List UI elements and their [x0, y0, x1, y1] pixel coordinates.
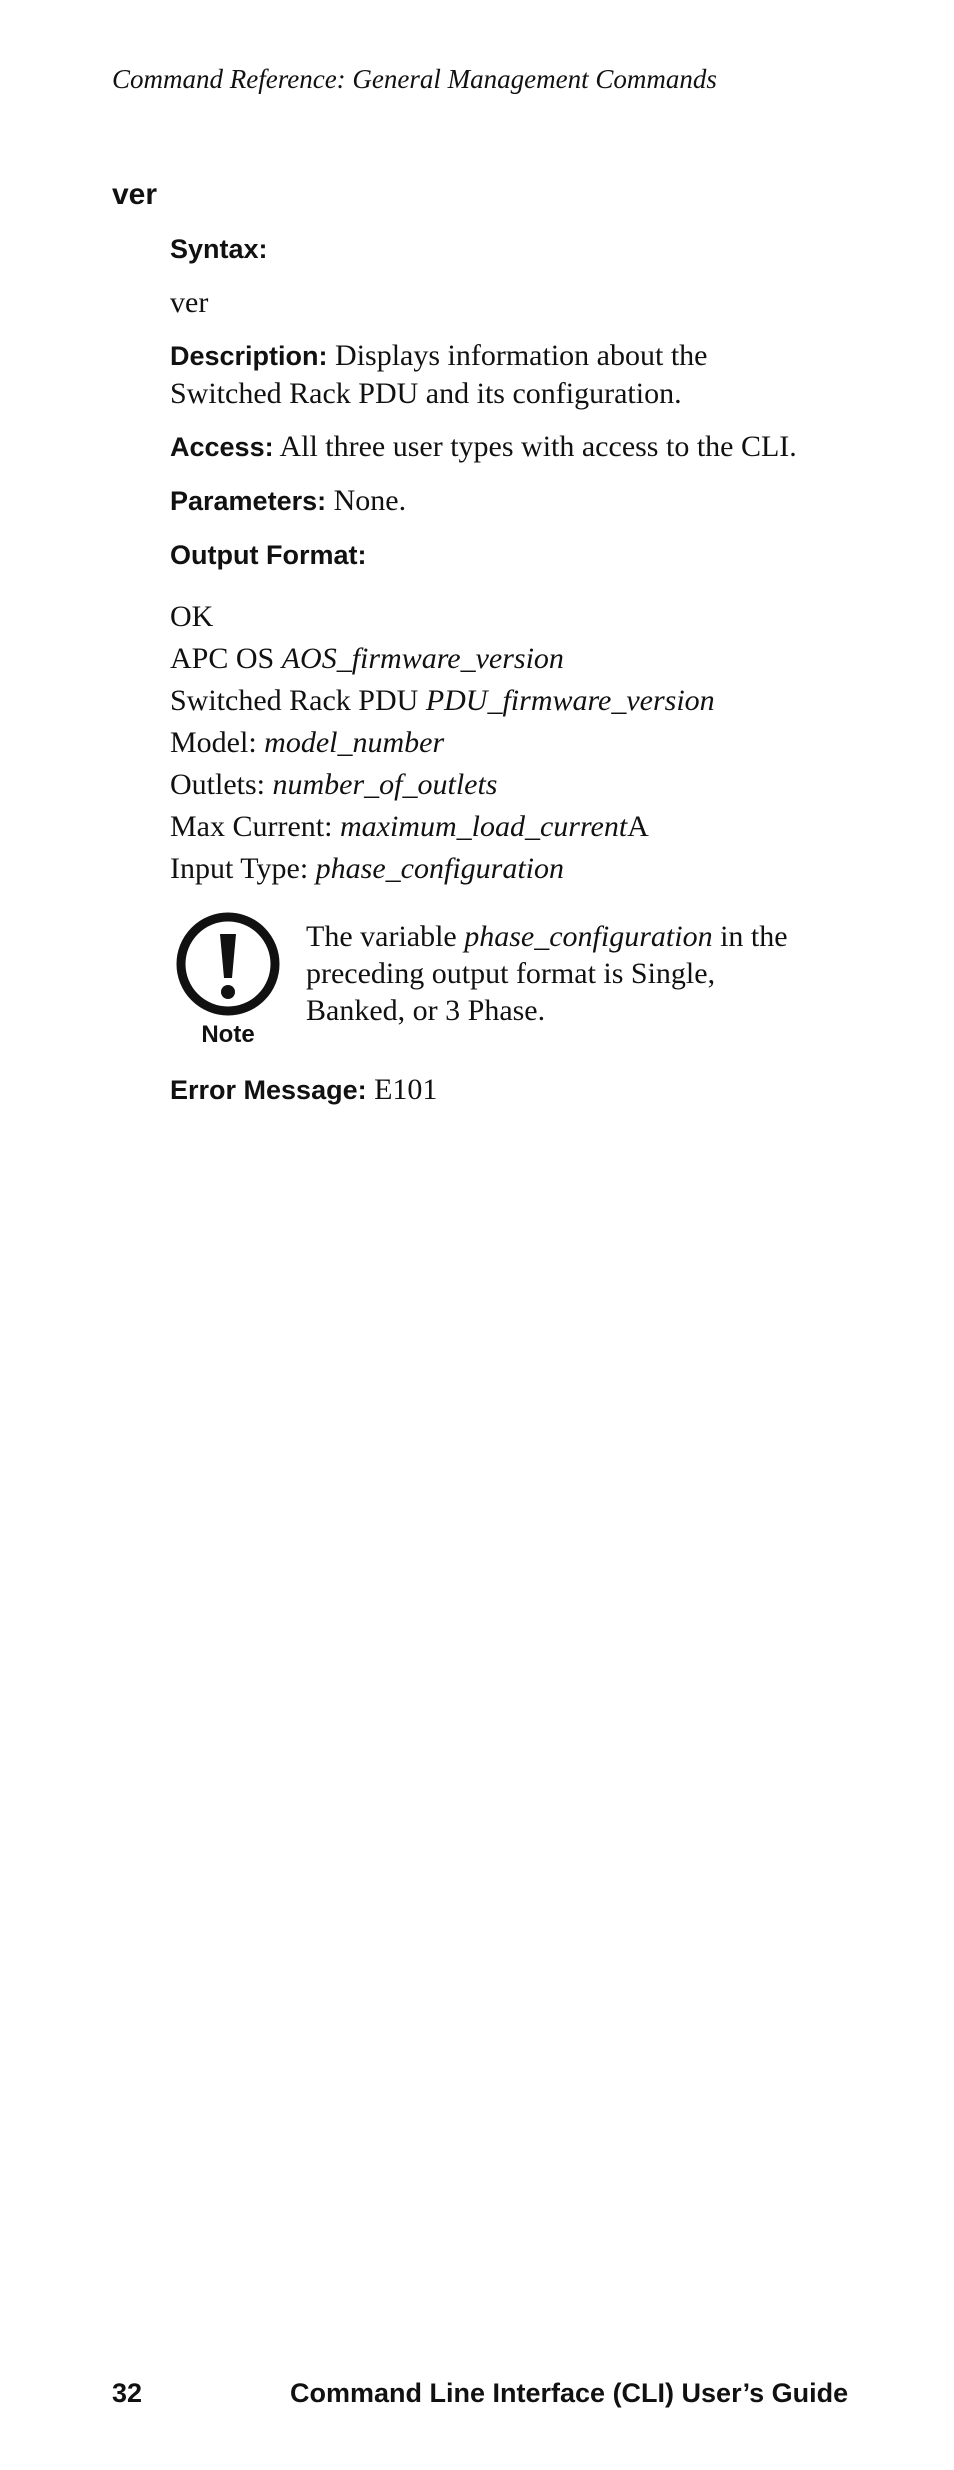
command-body	[170, 230, 810, 1125]
output-line	[170, 848, 810, 890]
output-line-text: Switched Rack PDU	[170, 684, 426, 717]
output-line-variable: phase_configuration	[315, 852, 564, 885]
parameters-text: None.	[333, 484, 407, 517]
description-section	[170, 337, 810, 412]
note-text	[306, 918, 810, 1029]
footer-guide-title: Command Line Interface (CLI) User’s Guide	[290, 2378, 849, 2408]
output-line	[170, 764, 810, 806]
output-line-text: OK	[170, 600, 214, 633]
output-line-text: Model:	[170, 726, 265, 759]
output-line-text: Input Type:	[170, 852, 316, 885]
output-line-variable: number_of_outlets	[272, 768, 498, 801]
output-line-variable: AOS_firmware_version	[281, 642, 564, 675]
command-heading: ver	[112, 178, 158, 211]
syntax-label: Syntax:	[170, 234, 268, 264]
page-number: 32	[112, 2378, 143, 2408]
output-line-variable: model_number	[264, 726, 445, 759]
output-line	[170, 596, 810, 638]
access-section	[170, 428, 810, 466]
note-text-end: in the preceding output format is Single, Banked, or 3 Phase.	[306, 920, 788, 1027]
description-text: Displays information about the Switched Rack PDU and its configuration.	[170, 339, 708, 410]
description-label: Description:	[170, 341, 328, 371]
note-icon-label: Note	[201, 1021, 255, 1048]
parameters-section	[170, 482, 810, 520]
output-line-text: Max Current:	[170, 810, 340, 843]
output-format-lines	[170, 596, 810, 890]
output-line-variable: maximum_load_current	[339, 810, 628, 843]
output-line	[170, 680, 810, 722]
note-callout	[170, 910, 810, 1053]
output-line-text: APC OS	[170, 642, 282, 675]
output-line-suffix: A	[627, 810, 649, 843]
note-text-start: The variable	[306, 920, 465, 953]
output-line-variable: PDU_firmware_version	[425, 684, 715, 717]
error-message-section	[170, 1071, 810, 1109]
running-header: Command Reference: General Management Commands	[112, 64, 717, 94]
access-label: Access:	[170, 432, 274, 462]
parameters-label: Parameters:	[170, 486, 327, 516]
note-variable: phase_configuration	[464, 920, 713, 953]
note-icon-block	[170, 910, 286, 1053]
error-message-value: E101	[374, 1073, 438, 1106]
exclamation-circle-icon	[174, 910, 282, 1018]
error-message-label: Error Message:	[170, 1075, 367, 1105]
output-format-label: Output Format:	[170, 540, 367, 570]
access-text: All three user types with access to the CLI.	[279, 430, 797, 463]
output-format-section	[170, 536, 810, 574]
output-line	[170, 806, 810, 848]
output-line-text: Outlets:	[170, 768, 273, 801]
output-line	[170, 638, 810, 680]
syntax-value: ver	[170, 286, 209, 319]
syntax-section	[170, 230, 810, 268]
output-line	[170, 722, 810, 764]
